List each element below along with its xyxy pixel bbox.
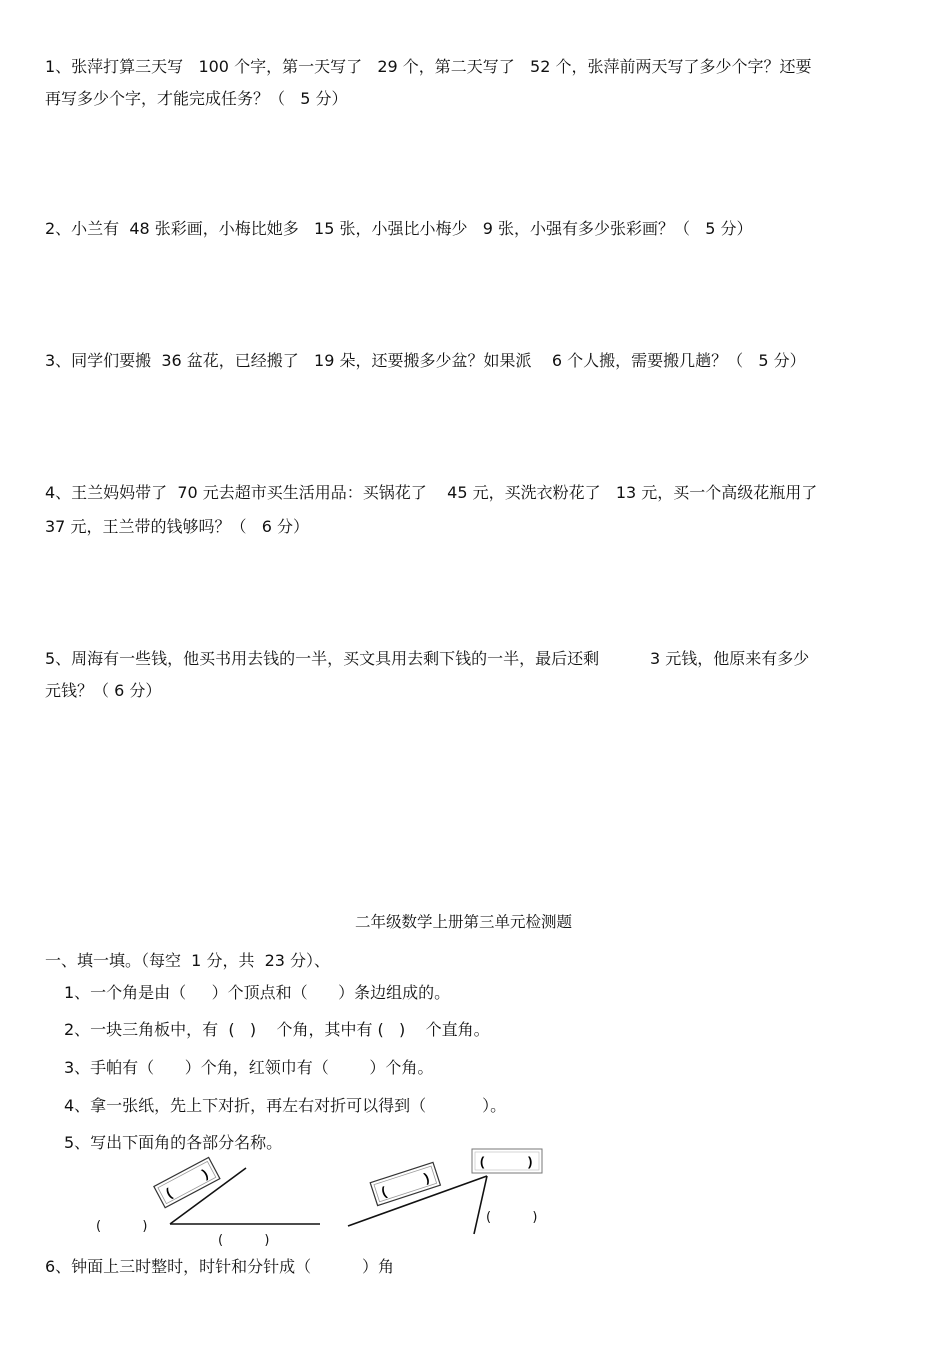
problem-1-line-2: 再写多少个字，才能完成任务？（ 5 分） bbox=[45, 89, 348, 108]
right-vertex-label-box bbox=[472, 1149, 542, 1173]
test-title: 二年级数学上册第三单元检测题 bbox=[355, 913, 573, 931]
problem-4-line-1: 4、王兰妈妈带了 70 元去超市买生活用品：买锅花了 45 元，买洗衣粉花了 13 元，买一个高级花瓶用了 bbox=[45, 483, 818, 502]
fill-item-3: 3、手帕有（ ）个角，红领巾有（ ）个角。 bbox=[64, 1058, 434, 1077]
fill-item-6: 6、钟面上三时整时，时针和分针成（ ）角 bbox=[45, 1257, 395, 1276]
svg-text:(: ( bbox=[379, 1183, 389, 1200]
fill-item-2: 2、一块三角板中，有 ( ) 个角，其中有 ( ) 个直角。 bbox=[64, 1020, 490, 1039]
problem-5-line-2: 元钱？（ 6 分） bbox=[45, 681, 162, 700]
svg-text:): ) bbox=[528, 1154, 533, 1169]
svg-text:(: ( bbox=[480, 1154, 485, 1169]
left-angle bbox=[154, 1157, 320, 1224]
problem-2-line-1: 2、小兰有 48 张彩画，小梅比她多 15 张，小强比小梅少 9 张，小强有多少张彩画？（ 5 分） bbox=[45, 219, 753, 238]
left-vertex-label: ( ) bbox=[96, 1219, 148, 1234]
svg-text:): ) bbox=[422, 1169, 431, 1186]
right-side-label: ( ) bbox=[486, 1210, 538, 1225]
fill-item-5: 5、写出下面角的各部分名称。 bbox=[64, 1133, 283, 1152]
section-1-heading: 一、填一填。（每空 1 分，共 23 分）、 bbox=[45, 951, 331, 970]
problem-3-line-1: 3、同学们要搬 36 盆花，已经搬了 19 朵，还要搬多少盆？如果派 6 个人搬，需要搬几趟？（ 5 分） bbox=[45, 351, 806, 370]
problem-4-line-2: 37 元，王兰带的钱够吗？（ 6 分） bbox=[45, 517, 309, 536]
svg-text:): ) bbox=[199, 1165, 211, 1182]
left-arc-label-box bbox=[154, 1157, 220, 1207]
left-side-label: ( ) bbox=[218, 1233, 270, 1248]
fill-item-1: 1、一个角是由（ ）个顶点和（ ）条边组成的。 bbox=[64, 983, 451, 1002]
right-arc-label-box bbox=[370, 1162, 440, 1205]
problem-1-line-1: 1、张萍打算三天写 100 个字，第一天写了 29 个，第二天写了 52 个，张萍前两天写了多少个字？还要 bbox=[45, 57, 812, 76]
svg-text:(: ( bbox=[163, 1185, 175, 1201]
problem-5-line-1: 5、周海有一些钱，他买书用去钱的一半，买文具用去剩下钱的一半，最后还剩 3 元钱，他原来有多少 bbox=[45, 649, 810, 668]
fill-item-4: 4、拿一张纸，先上下对折，再左右对折可以得到（ ）。 bbox=[64, 1096, 507, 1115]
